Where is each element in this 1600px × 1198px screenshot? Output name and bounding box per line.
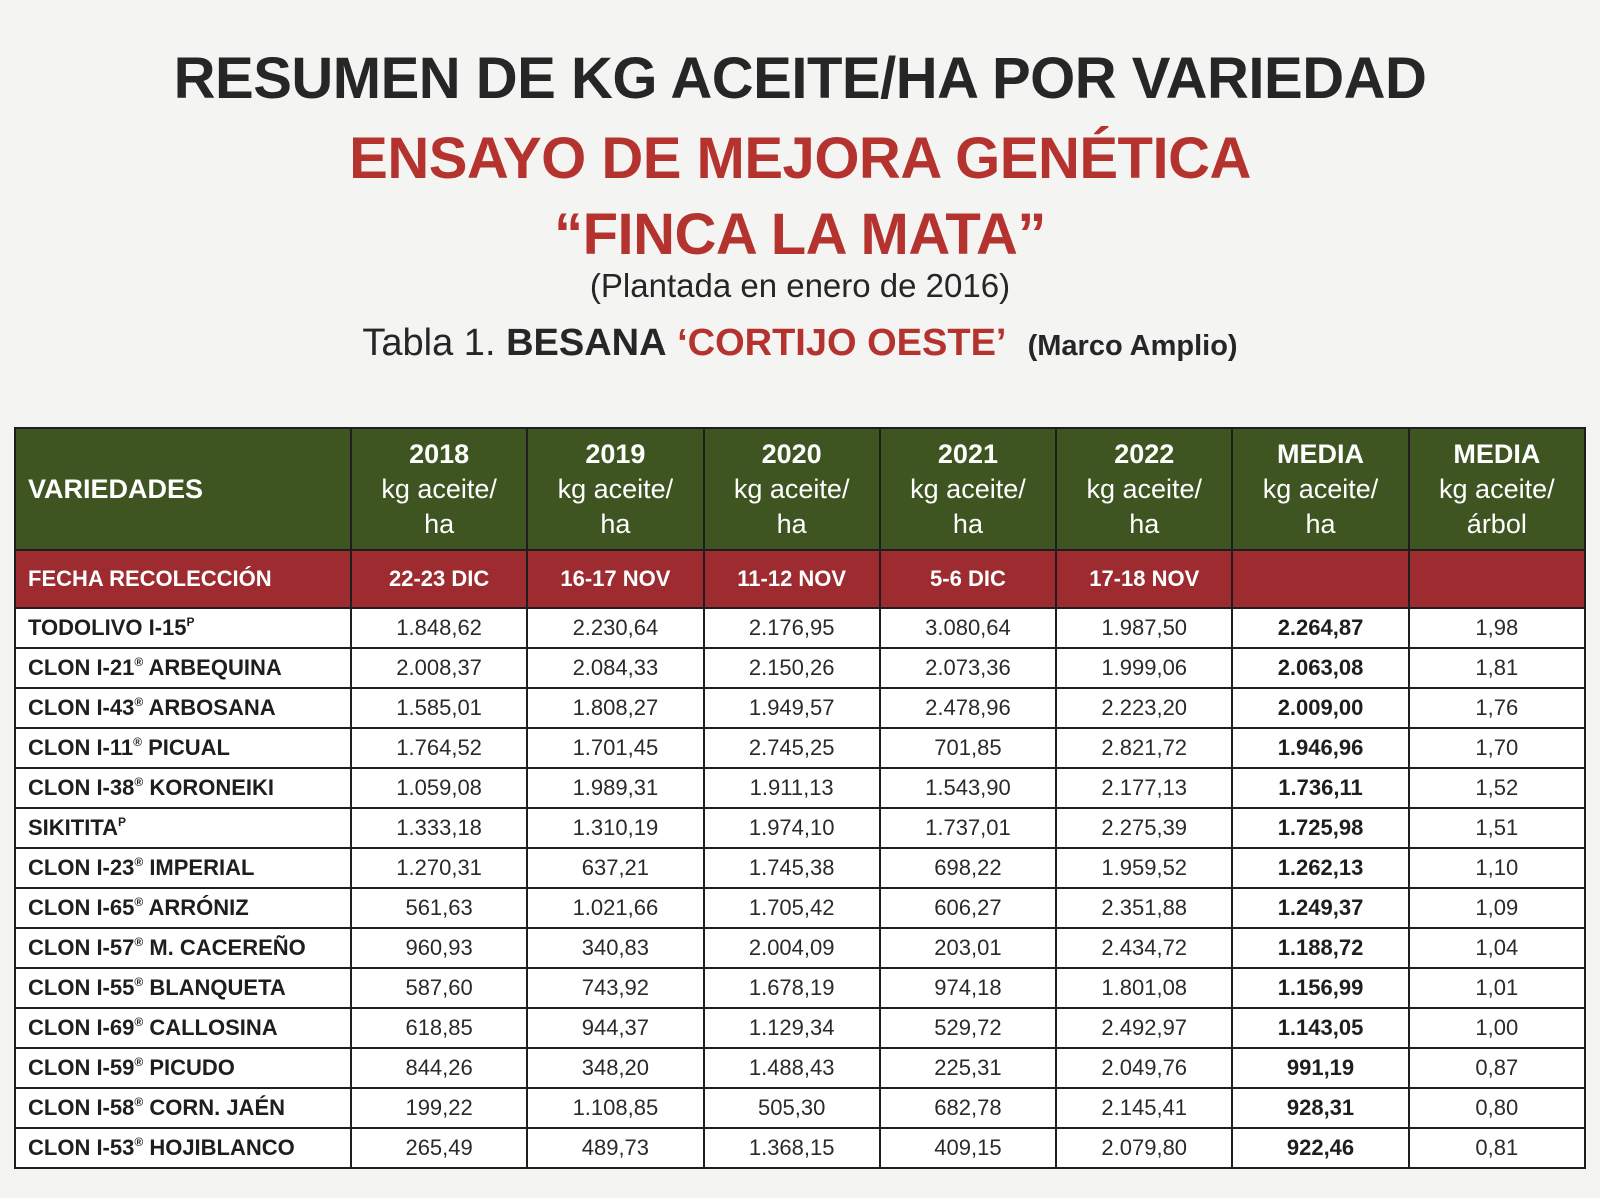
value-2019: 1.701,45 — [527, 728, 703, 768]
value-2020: 1.949,57 — [704, 688, 880, 728]
column-unit: kg aceite/ — [1086, 473, 1203, 504]
variety-name — [15, 928, 351, 968]
variety-mark: ® — [134, 935, 144, 949]
value-2018: 1.848,62 — [351, 608, 527, 648]
column-header-2018 — [351, 428, 527, 550]
media-arbol: 1,52 — [1409, 768, 1585, 808]
table-row — [15, 728, 1585, 768]
variety-name — [15, 1048, 351, 1088]
media-ha: 928,31 — [1232, 1088, 1408, 1128]
value-2019: 1.989,31 — [527, 768, 703, 808]
column-unit: ha — [1129, 508, 1160, 539]
variety-mark: ® — [134, 1135, 144, 1149]
column-year: 2020 — [761, 438, 822, 469]
table-row — [15, 648, 1585, 688]
value-2021: 203,01 — [880, 928, 1056, 968]
variety-cultivar: IMPERIAL — [143, 855, 255, 880]
value-2019: 637,21 — [527, 848, 703, 888]
table-caption-bold: BESANA — [506, 322, 667, 364]
variety-name — [15, 1088, 351, 1128]
table-caption-note: (Marco Amplio) — [1027, 330, 1238, 362]
harvest-date-2018: 22-23 DIC — [351, 550, 527, 608]
media-arbol: 1,70 — [1409, 728, 1585, 768]
value-2019: 348,20 — [527, 1048, 703, 1088]
value-2020: 1.678,19 — [704, 968, 880, 1008]
variety-mark: ® — [133, 735, 142, 749]
value-2018: 2.008,37 — [351, 648, 527, 688]
value-2021: 606,27 — [880, 888, 1056, 928]
value-2018: 618,85 — [351, 1008, 527, 1048]
column-unit: kg aceite/ — [733, 473, 850, 504]
value-2022: 1.987,50 — [1056, 608, 1232, 648]
table-row — [15, 768, 1585, 808]
column-unit: ha — [952, 508, 983, 539]
variety-mark: ® — [134, 1095, 144, 1109]
column-year: 2019 — [585, 438, 646, 469]
variety-label: CLON I-59 — [28, 1055, 135, 1080]
variety-mark: ® — [134, 655, 144, 669]
variety-name — [15, 808, 351, 848]
variety-label: TODOLIVO I-15 — [28, 615, 187, 640]
variety-name — [15, 768, 351, 808]
variety-label: CLON I-69 — [28, 1015, 135, 1040]
variety-mark: ® — [134, 1055, 144, 1069]
column-unit: ha — [424, 508, 455, 539]
variety-label: CLON I-55 — [28, 975, 135, 1000]
column-header-2022 — [1056, 428, 1232, 550]
value-2018: 1.764,52 — [351, 728, 527, 768]
media-ha: 1.188,72 — [1232, 928, 1408, 968]
value-2020: 2.150,26 — [704, 648, 880, 688]
media-ha: 1.946,96 — [1232, 728, 1408, 768]
value-2018: 960,93 — [351, 928, 527, 968]
variety-label: CLON I-11 — [28, 735, 134, 760]
value-2020: 1.705,42 — [704, 888, 880, 928]
media-arbol: 1,09 — [1409, 888, 1585, 928]
value-2021: 698,22 — [880, 848, 1056, 888]
value-2021: 682,78 — [880, 1088, 1056, 1128]
variety-mark: ® — [134, 775, 144, 789]
media-arbol: 0,80 — [1409, 1088, 1585, 1128]
variety-name — [15, 848, 351, 888]
column-header-2020 — [704, 428, 880, 550]
value-2022: 2.275,39 — [1056, 808, 1232, 848]
media-arbol: 1,00 — [1409, 1008, 1585, 1048]
value-2022: 1.959,52 — [1056, 848, 1232, 888]
value-2019: 1.021,66 — [527, 888, 703, 928]
value-2021: 529,72 — [880, 1008, 1056, 1048]
column-unit: árbol — [1466, 508, 1527, 539]
value-2020: 1.129,34 — [704, 1008, 880, 1048]
variety-label: SIKITITA — [28, 815, 119, 840]
value-2018: 1.333,18 — [351, 808, 527, 848]
value-2018: 1.585,01 — [351, 688, 527, 728]
media-ha: 2.264,87 — [1232, 608, 1408, 648]
variety-label: CLON I-57 — [28, 935, 135, 960]
table-caption-prefix: Tabla 1. — [362, 322, 496, 364]
value-2021: 409,15 — [880, 1128, 1056, 1168]
variety-label: CLON I-38 — [28, 775, 135, 800]
variety-label: CLON I-21 — [28, 655, 135, 680]
value-2019: 2.230,64 — [527, 608, 703, 648]
media-ha: 1.262,13 — [1232, 848, 1408, 888]
column-header-varieties: VARIEDADES — [15, 428, 351, 550]
value-2022: 2.821,72 — [1056, 728, 1232, 768]
column-unit: kg aceite/ — [557, 473, 674, 504]
value-2021: 974,18 — [880, 968, 1056, 1008]
media-arbol: 1,04 — [1409, 928, 1585, 968]
column-year: 2022 — [1114, 438, 1175, 469]
media-arbol: 1,01 — [1409, 968, 1585, 1008]
value-2020: 1.368,15 — [704, 1128, 880, 1168]
media-ha: 991,19 — [1232, 1048, 1408, 1088]
yield-table — [14, 427, 1586, 1169]
table-row — [15, 1128, 1585, 1168]
value-2019: 340,83 — [527, 928, 703, 968]
value-2020: 1.745,38 — [704, 848, 880, 888]
harvest-date-2020: 11-12 NOV — [704, 550, 880, 608]
variety-mark: ® — [134, 975, 144, 989]
media-arbol: 1,81 — [1409, 648, 1585, 688]
column-unit: ha — [776, 508, 807, 539]
variety-cultivar: ARRÓNIZ — [143, 895, 249, 920]
farm-title: “FINCA LA MATA” — [554, 202, 1046, 267]
value-2021: 701,85 — [880, 728, 1056, 768]
variety-cultivar: KORONEIKI — [143, 775, 274, 800]
variety-mark: ® — [134, 695, 144, 709]
value-2022: 2.079,80 — [1056, 1128, 1232, 1168]
column-header-media-arbol — [1409, 428, 1585, 550]
value-2020: 1.488,43 — [704, 1048, 880, 1088]
variety-label: CLON I-43 — [28, 695, 135, 720]
value-2022: 1.801,08 — [1056, 968, 1232, 1008]
value-2019: 489,73 — [527, 1128, 703, 1168]
table-row — [15, 608, 1585, 648]
harvest-date-2022: 17-18 NOV — [1056, 550, 1232, 608]
media-arbol: 1,98 — [1409, 608, 1585, 648]
value-2022: 2.434,72 — [1056, 928, 1232, 968]
value-2018: 199,22 — [351, 1088, 527, 1128]
variety-label: CLON I-23 — [28, 855, 135, 880]
value-2018: 587,60 — [351, 968, 527, 1008]
column-header-2019 — [527, 428, 703, 550]
harvest-date-2021: 5-6 DIC — [880, 550, 1056, 608]
table-row — [15, 928, 1585, 968]
variety-mark: ® — [134, 1015, 144, 1029]
media-ha: 2.063,08 — [1232, 648, 1408, 688]
value-2020: 2.004,09 — [704, 928, 880, 968]
value-2020: 1.974,10 — [704, 808, 880, 848]
media-arbol: 0,87 — [1409, 1048, 1585, 1088]
harvest-date-2019: 16-17 NOV — [527, 550, 703, 608]
value-2020: 2.176,95 — [704, 608, 880, 648]
table-row — [15, 1048, 1585, 1088]
variety-mark: P — [186, 615, 195, 629]
variety-cultivar: M. CACEREÑO — [143, 935, 306, 960]
variety-mark: ® — [134, 855, 144, 869]
table-row — [15, 968, 1585, 1008]
harvest-date-row — [15, 550, 1585, 608]
planting-subtitle: (Plantada en enero de 2016) — [589, 267, 1011, 304]
column-year: MEDIA — [1453, 438, 1541, 469]
value-2019: 1.108,85 — [527, 1088, 703, 1128]
column-year: 2021 — [937, 438, 998, 469]
value-2022: 2.223,20 — [1056, 688, 1232, 728]
variety-cultivar: PICUAL — [141, 735, 230, 760]
value-2018: 1.270,31 — [351, 848, 527, 888]
value-2021: 1.737,01 — [880, 808, 1056, 848]
variety-name — [15, 608, 351, 648]
column-year: MEDIA — [1277, 438, 1365, 469]
value-2022: 1.999,06 — [1056, 648, 1232, 688]
table-row — [15, 848, 1585, 888]
value-2022: 2.145,41 — [1056, 1088, 1232, 1128]
value-2021: 3.080,64 — [880, 608, 1056, 648]
variety-cultivar: CALLOSINA — [143, 1015, 278, 1040]
media-ha: 1.249,37 — [1232, 888, 1408, 928]
harvest-date-media-arbol — [1409, 550, 1585, 608]
media-arbol: 1,51 — [1409, 808, 1585, 848]
value-2022: 2.351,88 — [1056, 888, 1232, 928]
value-2019: 743,92 — [527, 968, 703, 1008]
value-2021: 1.543,90 — [880, 768, 1056, 808]
variety-label: CLON I-53 — [28, 1135, 135, 1160]
table-row — [15, 808, 1585, 848]
media-ha: 1.736,11 — [1232, 768, 1408, 808]
value-2021: 2.073,36 — [880, 648, 1056, 688]
column-unit: ha — [600, 508, 631, 539]
trial-title: ENSAYO DE MEJORA GENÉTICA — [349, 126, 1251, 191]
media-ha: 922,46 — [1232, 1128, 1408, 1168]
value-2020: 505,30 — [704, 1088, 880, 1128]
media-arbol: 1,10 — [1409, 848, 1585, 888]
variety-name — [15, 688, 351, 728]
media-arbol: 0,81 — [1409, 1128, 1585, 1168]
variety-mark: ® — [134, 895, 144, 909]
value-2018: 1.059,08 — [351, 768, 527, 808]
value-2021: 225,31 — [880, 1048, 1056, 1088]
variety-cultivar: HOJIBLANCO — [143, 1135, 295, 1160]
variety-cultivar: ARBEQUINA — [143, 655, 282, 680]
column-header-2021 — [880, 428, 1056, 550]
value-2020: 1.911,13 — [704, 768, 880, 808]
value-2019: 1.808,27 — [527, 688, 703, 728]
value-2020: 2.745,25 — [704, 728, 880, 768]
column-unit: kg aceite/ — [381, 473, 497, 504]
value-2018: 844,26 — [351, 1048, 527, 1088]
value-2018: 265,49 — [351, 1128, 527, 1168]
value-2019: 944,37 — [527, 1008, 703, 1048]
variety-cultivar: CORN. JAÉN — [143, 1095, 285, 1120]
harvest-date-media-ha — [1232, 550, 1408, 608]
variety-name — [15, 1008, 351, 1048]
variety-mark: P — [118, 815, 127, 829]
variety-name — [15, 1128, 351, 1168]
variety-cultivar: BLANQUETA — [143, 975, 286, 1000]
table-row — [15, 1008, 1585, 1048]
table-row — [15, 1088, 1585, 1128]
value-2021: 2.478,96 — [880, 688, 1056, 728]
harvest-date-label: FECHA RECOLECCIÓN — [15, 550, 351, 608]
table-row — [15, 688, 1585, 728]
column-unit: kg aceite/ — [1439, 473, 1555, 504]
media-ha: 1.156,99 — [1232, 968, 1408, 1008]
value-2022: 2.492,97 — [1056, 1008, 1232, 1048]
variety-name — [15, 648, 351, 688]
column-unit: kg aceite/ — [910, 473, 1026, 504]
variety-cultivar: ARBOSANA — [143, 695, 276, 720]
media-arbol: 1,76 — [1409, 688, 1585, 728]
column-year: 2018 — [409, 438, 470, 469]
media-ha: 1.143,05 — [1232, 1008, 1408, 1048]
variety-name — [15, 888, 351, 928]
value-2022: 2.177,13 — [1056, 768, 1232, 808]
main-title: RESUMEN DE KG ACEITE/HA POR VARIEDAD — [173, 46, 1427, 111]
variety-name — [15, 728, 351, 768]
variety-name — [15, 968, 351, 1008]
value-2019: 1.310,19 — [527, 808, 703, 848]
value-2019: 2.084,33 — [527, 648, 703, 688]
variety-label: CLON I-58 — [28, 1095, 135, 1120]
header-row — [15, 428, 1585, 550]
variety-cultivar: PICUDO — [143, 1055, 235, 1080]
column-unit: ha — [1305, 508, 1336, 539]
value-2018: 561,63 — [351, 888, 527, 928]
variety-label: CLON I-65 — [28, 895, 135, 920]
value-2022: 2.049,76 — [1056, 1048, 1232, 1088]
table-row — [15, 888, 1585, 928]
media-ha: 2.009,00 — [1232, 688, 1408, 728]
media-ha: 1.725,98 — [1232, 808, 1408, 848]
table-caption-red: ‘CORTIJO OESTE’ — [677, 322, 1007, 364]
column-unit: kg aceite/ — [1262, 473, 1379, 504]
column-header-media-ha — [1232, 428, 1408, 550]
table-caption — [0, 318, 1600, 371]
